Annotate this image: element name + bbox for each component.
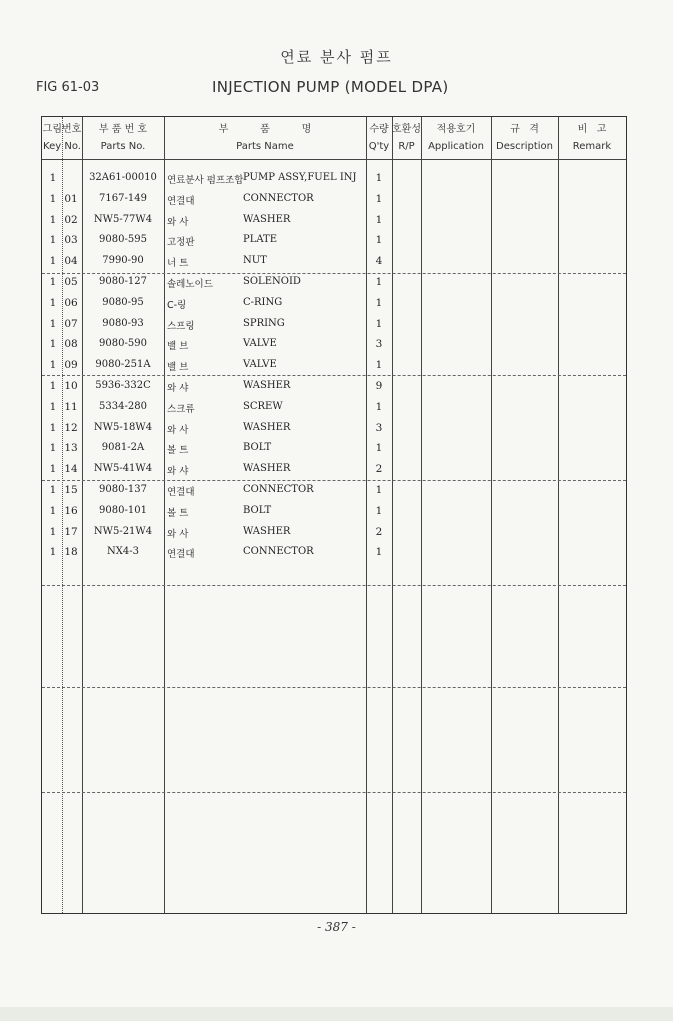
- part-name-en-cell: WASHER: [243, 463, 291, 475]
- part-name-en-cell: PLATE: [243, 234, 278, 246]
- qty-cell: 4: [375, 255, 383, 268]
- key-no-cell: 1: [49, 359, 57, 372]
- sub-no-cell: 03: [64, 234, 78, 247]
- part-no-cell: NW5-41W4: [93, 463, 153, 475]
- key-no-cell: 1: [49, 192, 57, 205]
- sub-no-cell: 05: [64, 275, 78, 288]
- parts-rows: [42, 169, 628, 564]
- sub-no-cell: 02: [64, 213, 78, 226]
- qty-cell: 2: [375, 525, 383, 538]
- qty-cell: 1: [375, 359, 383, 372]
- table-row: [42, 481, 628, 502]
- header-key-no: 그림번호 Key No.: [42, 124, 82, 152]
- table-row: [42, 377, 628, 398]
- part-no-cell: 9080-595: [99, 234, 147, 246]
- table-row: [42, 273, 628, 294]
- part-no-cell: 9080-251A: [95, 359, 151, 371]
- part-name-en-cell: SPRING: [243, 317, 285, 329]
- header-parts-no: 부 품 번 호 Parts No.: [98, 124, 148, 152]
- part-name-ko-cell: 솔레노이드: [167, 278, 213, 290]
- qty-cell: 1: [375, 400, 383, 413]
- table-row: [42, 523, 628, 544]
- qty-cell: 1: [375, 192, 383, 205]
- part-name-ko-cell: 너 트: [167, 258, 189, 270]
- sub-no-cell: 18: [64, 546, 78, 559]
- sub-no-cell: 04: [64, 255, 78, 268]
- sub-no-cell: 16: [64, 504, 78, 517]
- part-name-en-cell: SOLENOID: [243, 275, 301, 287]
- part-name-en-cell: CONNECTOR: [243, 546, 314, 558]
- qty-cell: 9: [375, 379, 383, 392]
- figure-label: FIG 61-03: [36, 80, 100, 95]
- qty-cell: 1: [375, 275, 383, 288]
- part-no-cell: 9080-95: [102, 296, 144, 308]
- part-name-en-cell: SCREW: [243, 400, 283, 412]
- qty-cell: 1: [375, 317, 383, 330]
- key-no-cell: 1: [49, 379, 57, 392]
- part-no-cell: 5334-280: [99, 400, 147, 412]
- part-name-ko-cell: 연결대: [167, 486, 195, 498]
- part-name-ko-cell: C-링: [167, 299, 187, 311]
- header-application: 적용호기 Application: [428, 124, 484, 152]
- table-row: [42, 231, 628, 252]
- part-name-ko-cell: 와 사: [167, 216, 189, 228]
- table-row: [42, 169, 628, 190]
- part-no-cell: 9081-2A: [101, 442, 145, 454]
- key-no-cell: 1: [49, 296, 57, 309]
- qty-cell: 3: [375, 338, 383, 351]
- key-no-cell: 1: [49, 483, 57, 496]
- header-remark: 비 고 Remark: [572, 124, 612, 152]
- part-name-ko-cell: 밸 브: [167, 341, 189, 353]
- page-title-english: INJECTION PUMP (MODEL DPA): [212, 78, 449, 96]
- part-name-ko-cell: 와 샤: [167, 382, 189, 394]
- qty-cell: 1: [375, 546, 383, 559]
- part-name-en-cell: NUT: [243, 255, 267, 267]
- sub-no-cell: 08: [64, 338, 78, 351]
- table-row: [42, 315, 628, 336]
- key-no-cell: 1: [49, 234, 57, 247]
- qty-cell: 1: [375, 172, 383, 184]
- part-name-en-cell: VALVE: [243, 338, 277, 350]
- table-row: [42, 211, 628, 232]
- part-no-cell: 5936-332C: [95, 379, 151, 391]
- table-row: [42, 439, 628, 460]
- part-name-ko-cell: 연결대: [167, 195, 195, 207]
- key-no-cell: 1: [49, 463, 57, 476]
- part-no-cell: NW5-18W4: [93, 421, 153, 433]
- qty-cell: 1: [375, 483, 383, 496]
- part-name-ko-cell: 연료분사 펌프조합: [167, 175, 244, 186]
- part-no-cell: NX4-3: [107, 546, 139, 558]
- group-divider: [42, 687, 626, 688]
- table-row: [42, 460, 628, 481]
- part-name-ko-cell: 와 사: [167, 528, 189, 540]
- page-number: - 387 -: [317, 920, 356, 934]
- part-name-en-cell: WASHER: [243, 213, 291, 225]
- sub-no-cell: 07: [64, 317, 78, 330]
- qty-cell: 1: [375, 234, 383, 247]
- part-name-en-cell: WASHER: [243, 525, 291, 537]
- table-row: [42, 190, 628, 211]
- qty-cell: 1: [375, 213, 383, 226]
- part-no-cell: 9080-590: [99, 338, 147, 350]
- sub-no-cell: 10: [64, 379, 78, 392]
- key-no-cell: 1: [49, 255, 57, 268]
- page-title-korean: 연료 분사 펌프: [280, 48, 393, 66]
- table-row: [42, 398, 628, 419]
- table-row: [42, 356, 628, 377]
- part-name-ko-cell: 밸 브: [167, 362, 189, 374]
- sub-no-cell: 17: [64, 525, 78, 538]
- part-no-cell: 9080-101: [99, 504, 147, 516]
- key-no-cell: 1: [49, 525, 57, 538]
- table-row: [42, 543, 628, 564]
- header-rp: 호환성 R/P: [392, 124, 421, 152]
- part-name-ko-cell: 스크류: [167, 403, 195, 415]
- key-no-cell: 1: [49, 338, 57, 351]
- part-name-en-cell: PUMP ASSY,FUEL INJ: [243, 172, 357, 183]
- part-name-ko-cell: 스프링: [167, 320, 195, 332]
- sub-no-cell: 11: [64, 400, 78, 413]
- part-name-ko-cell: 볼 트: [167, 507, 189, 519]
- sub-no-cell: 15: [64, 483, 78, 496]
- header-divider: [42, 159, 626, 160]
- qty-cell: 2: [375, 463, 383, 476]
- part-no-cell: 7167-149: [99, 192, 147, 204]
- table-row: [42, 252, 628, 273]
- part-no-cell: NW5-21W4: [93, 525, 153, 537]
- qty-cell: 3: [375, 421, 383, 434]
- table-row: [42, 294, 628, 315]
- table-row: [42, 335, 628, 356]
- header-qty: 수량 Q'ty: [368, 124, 390, 152]
- part-name-en-cell: BOLT: [243, 504, 272, 516]
- key-no-cell: 1: [49, 421, 57, 434]
- part-name-ko-cell: 볼 트: [167, 445, 189, 457]
- part-no-cell: 9080-93: [102, 317, 144, 329]
- sub-no-cell: 14: [64, 463, 78, 476]
- key-no-cell: 1: [49, 172, 57, 184]
- part-no-cell: 32A61-00010: [89, 172, 157, 183]
- qty-cell: 1: [375, 504, 383, 517]
- group-divider: [42, 585, 626, 586]
- header-description: 규 격 Description: [496, 124, 553, 152]
- sub-no-cell: 13: [64, 442, 78, 455]
- table-row: [42, 419, 628, 440]
- key-no-cell: 1: [49, 275, 57, 288]
- part-no-cell: 9080-137: [99, 483, 147, 495]
- part-name-en-cell: C-RING: [243, 296, 283, 308]
- part-name-en-cell: CONNECTOR: [243, 483, 314, 495]
- header-parts-name: 부 품 명 Parts Name: [218, 124, 312, 152]
- sub-no-cell: 06: [64, 296, 78, 309]
- key-no-cell: 1: [49, 504, 57, 517]
- part-no-cell: 7990-90: [102, 255, 144, 267]
- sub-no-cell: 01: [64, 192, 78, 205]
- group-divider: [42, 792, 626, 793]
- key-no-cell: 1: [49, 213, 57, 226]
- part-name-ko-cell: 고정판: [167, 237, 195, 249]
- key-no-cell: 1: [49, 400, 57, 413]
- table-row: [42, 502, 628, 523]
- part-name-en-cell: CONNECTOR: [243, 192, 314, 204]
- qty-cell: 1: [375, 296, 383, 309]
- qty-cell: 1: [375, 442, 383, 455]
- part-name-ko-cell: 연결대: [167, 549, 195, 561]
- part-name-en-cell: WASHER: [243, 421, 291, 433]
- part-no-cell: 9080-127: [99, 275, 147, 287]
- part-no-cell: NW5-77W4: [93, 213, 153, 225]
- sub-no-cell: 12: [64, 421, 78, 434]
- key-no-cell: 1: [49, 442, 57, 455]
- scan-edge: [0, 1007, 673, 1021]
- sub-no-cell: 09: [64, 359, 78, 372]
- key-no-cell: 1: [49, 546, 57, 559]
- part-name-en-cell: VALVE: [243, 359, 277, 371]
- part-name-en-cell: BOLT: [243, 442, 272, 454]
- part-name-ko-cell: 와 사: [167, 424, 189, 436]
- parts-table: [41, 116, 627, 914]
- part-name-en-cell: WASHER: [243, 379, 291, 391]
- key-no-cell: 1: [49, 317, 57, 330]
- part-name-ko-cell: 와 샤: [167, 466, 189, 478]
